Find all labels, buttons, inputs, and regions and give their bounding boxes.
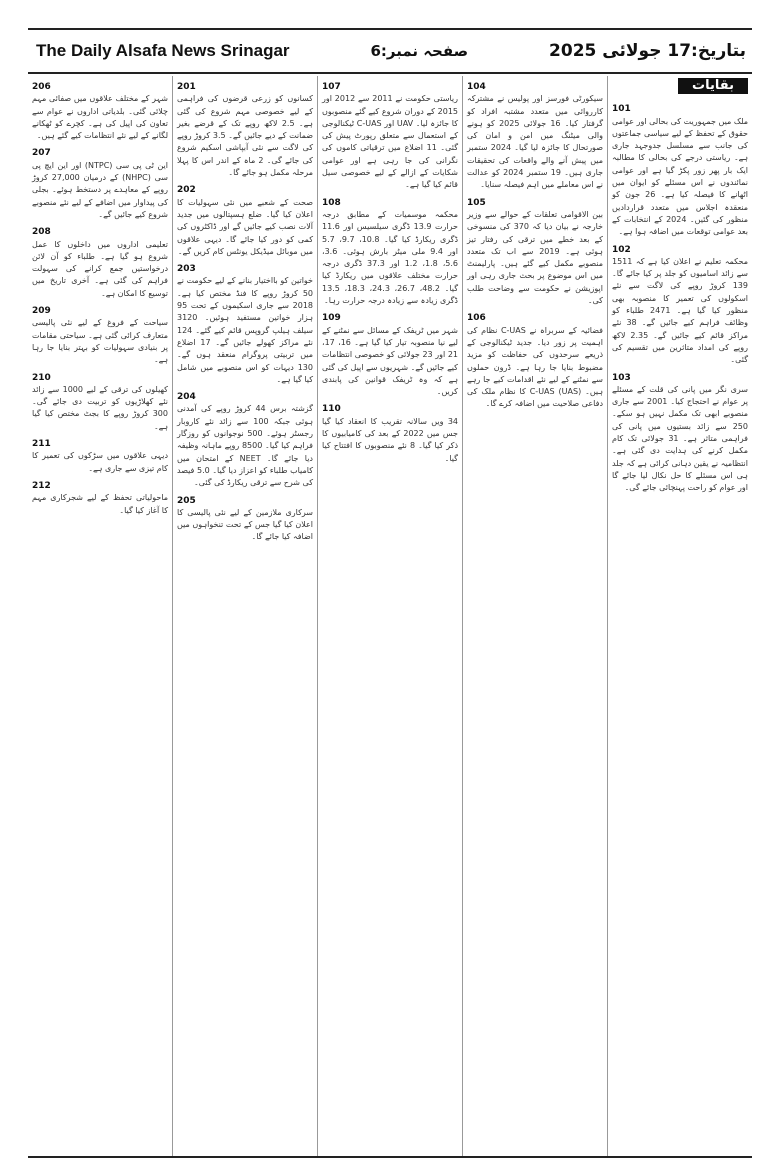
news-item xyxy=(32,81,168,142)
news-item xyxy=(177,184,313,258)
news-item xyxy=(32,305,168,366)
story-number: 202 xyxy=(177,185,196,196)
story-text: ریاستی حکومت نے 2011 سے 2012 اور 2015 کے دوران شروع کیے گئے منصوبوں کا جائزہ لیا۔ UAV اور C-UAS ٹیکنالوجی کے استعمال سے متعلق رپورٹ پیش کی گئی۔ 11 اضلاع میں ترقیاتی کاموں کی نگرانی کی جا رہی ہے اور عوامی شکایات کے ازالے کے لیے خصوصی سیل قائم کیا گیا ہے۔ xyxy=(322,94,458,190)
story-text: این ٹی پی سی (NTPC) اور این ایچ پی سی (NHPC) کے درمیان 27,000 کروڑ روپے کے معاہدے پر دستخط ہوئے۔ بجلی کی پیداوار میں اضافے کے لیے نئے منصوبے شروع کیے جائیں گے۔ xyxy=(32,160,168,219)
article-columns xyxy=(28,76,752,1158)
story-number: 107 xyxy=(322,82,341,92)
story-text: سیکورٹی فورسز اور پولیس نے مشترکہ کارروائی میں متعدد مشتبہ افراد کو گرفتار کیا۔ 16 جولائی 2025 کو ہونے والی میٹنگ میں امن و امان کی صورتحال کا جائزہ لیا گیا۔ 2024 ستمبر میں پیش آنے والے واقعات کی تحقیقات جاری ہیں۔ 19 ستمبر 2024 کو عدالت نے اس معاملے میں اہم فیصلہ سنایا۔ xyxy=(467,94,604,190)
news-item xyxy=(177,391,313,489)
story-number: 101 xyxy=(612,104,631,115)
story-text: دیہی علاقوں میں سڑکوں کی تعمیر کا کام تیزی سے جاری ہے۔ xyxy=(32,451,168,473)
story-number: 206 xyxy=(32,82,51,92)
story-text: تعلیمی اداروں میں داخلوں کا عمل شروع ہو گیا ہے۔ طلباء کو آن لائن درخواستیں جمع کرانے کی سہولت فراہم کی گئی ہے۔ آخری تاریخ میں توسیع کا امکان ہے۔ xyxy=(32,239,168,298)
story-number: 212 xyxy=(32,480,51,491)
story-text: کسانوں کو زرعی قرضوں کی فراہمی کے لیے خصوصی مہم شروع کی گئی ہے۔ 2.5 لاکھ روپے تک کے قرضے بغیر ضمانت کے دیے جائیں گے۔ 3.5 کروڑ روپے کی لاگت سے نئی آبپاشی اسکیم شروع کی جائے گی۔ 2 ماہ کے اندر اس کا پہلا مرحلہ مکمل ہو جائے گا۔ xyxy=(177,94,313,178)
story-number: 106 xyxy=(467,313,486,324)
news-item xyxy=(32,147,168,221)
story-number: 207 xyxy=(32,148,51,159)
story-text: محکمہ موسمیات کے مطابق درجہ حرارت 13.9 ڈگری سیلسیس اور 11.6 ڈگری ریکارڈ کیا گیا۔ 10.8، 9.7، 5.7 اور 9.4 ملی میٹر بارش ہوئی۔ 3.6، 5.6، 1.8، 1.2 اور 37.3 ڈگری درجہ حرارت مختلف علاقوں میں ریکارڈ کیا گیا۔ 48.2، 26.7، 24.3، 18.3، 13.5 ڈگری زیادہ سے زیادہ درجہ حرارت رہا۔ xyxy=(322,209,459,306)
news-item xyxy=(177,263,313,386)
story-number: 109 xyxy=(322,313,341,324)
column xyxy=(317,76,462,1158)
story-text: شہر کے مختلف علاقوں میں صفائی مہم چلائی گئی۔ بلدیاتی اداروں نے عوام سے تعاون کی اپیل کی ہے۔ کچرے کو ٹھکانے لگانے کے لیے نئے انتظامات کیے گئے ہیں۔ xyxy=(32,94,168,141)
news-item xyxy=(177,81,313,179)
story-text: شہر میں ٹریفک کے مسائل سے نمٹنے کے لیے نیا منصوبہ تیار کیا گیا ہے۔ 16، 17، 21 اور 23 جولائی کو خصوصی انتظامات کیے جائیں گے۔ شہریوں سے اپیل کی گئی ہے کہ وہ ٹریفک قوانین کی پابندی کریں۔ xyxy=(322,325,458,397)
story-text: گزشتہ برس 44 کروڑ روپے کی آمدنی ہوئی جبکہ 100 سے زائد نئے کاروبار رجسٹر ہوئے۔ 500 نوجوانوں کو روزگار فراہم کیا گیا۔ 8500 روپے ماہانہ وظیفہ دیا جائے گا۔ NEET کے امتحان میں کامیاب طلباء کو اعزاز دیا گیا۔ 5.0 فیصد کی شرح سے ترقی ریکارڈ کی گئی۔ xyxy=(177,404,314,488)
story-number: 104 xyxy=(467,82,486,92)
paper-name: The Daily Alsafa News Srinagar xyxy=(36,41,290,60)
news-item xyxy=(322,81,458,192)
story-text: صحت کے شعبے میں نئی سہولیات کا اعلان کیا گیا۔ ضلع ہسپتالوں میں جدید آلات نصب کیے جائیں گے اور ڈاکٹروں کی کمی کو دور کیا جائے گا۔ دیہی علاقوں میں موبائل میڈیکل یونٹس کام کریں گے۔ xyxy=(177,197,313,256)
story-number: 102 xyxy=(612,244,631,255)
story-text: سری نگر میں پانی کی قلت کے مسئلے پر عوام نے احتجاج کیا۔ 2001 سے جاری منصوبے ابھی تک مکمل نہیں ہو سکے۔ 250 سے زائد بستیوں میں پانی کی فراہمی متاثر ہے۔ 31 جولائی تک کام مکمل کرنے کی ہدایت دی گئی ہے۔ انتظامیہ نے یقین دہانی کرائی ہے کہ جلد ہی اس مسئلے کا حل نکال لیا جائے گا اور عوام کو راحت پہنچائی جائے گی۔ xyxy=(612,384,748,493)
story-number: 110 xyxy=(322,404,341,415)
news-item xyxy=(467,197,603,308)
issue-date: بتاریخ:17 جولائی 2025 xyxy=(549,41,746,61)
news-item xyxy=(467,312,603,410)
story-number: 209 xyxy=(32,306,51,317)
column xyxy=(28,76,172,1158)
story-number: 211 xyxy=(32,439,51,450)
story-text: 34 ویں سالانہ تقریب کا انعقاد کیا گیا جس میں 2022 کے بعد کی کامیابیوں کا ذکر کیا گیا۔ 8 نئے منصوبوں کا افتتاح کیا گیا۔ xyxy=(322,416,459,463)
story-number: 103 xyxy=(612,372,631,383)
story-text: سیاحت کے فروغ کے لیے نئی پالیسی متعارف کرائی گئی ہے۔ سیاحتی مقامات پر بنیادی سہولیات کو بہتر بنایا جا رہا ہے۔ xyxy=(32,318,168,365)
story-text: محکمہ تعلیم نے اعلان کیا ہے کہ 1511 سے زائد اسامیوں کو جلد پر کیا جائے گا۔ 139 کروڑ روپے کی لاگت سے نئے اسکولوں کی تعمیر کا منصوبہ بھی منظور کیا گیا ہے۔ 2471 طلباء کو وظائف فراہم کیے جائیں گے۔ 38 نئے مراکز قائم کیے جائیں گے۔ 2.35 لاکھ روپے کی امداد متاثرین میں تقسیم کی گئی۔ xyxy=(612,256,748,365)
news-item xyxy=(32,438,168,475)
news-item xyxy=(32,226,168,300)
news-item xyxy=(322,403,458,464)
news-item xyxy=(467,81,603,192)
masthead xyxy=(28,28,752,74)
story-number: 108 xyxy=(322,197,341,208)
story-number: 201 xyxy=(177,82,196,92)
story-text: ملک میں جمہوریت کی بحالی اور عوامی حقوق کے تحفظ کے لیے سیاسی جماعتوں کی جانب سے مسلسل جدوجہد جاری ہے۔ ریاستی درجے کی بحالی کا مطالبہ ایک بار پھر زور پکڑ گیا ہے اور عوامی نمائندوں نے اس مسئلے کو ایوان میں اٹھانے کا فیصلہ کیا ہے۔ 26 جون کو منعقدہ اجلاس میں متعدد قراردادیں منظور کی گئیں۔ 2024 کے انتخابات کے بعد عوامی توقعات میں اضافہ ہوا ہے۔ xyxy=(612,116,749,237)
story-number: 205 xyxy=(177,495,196,506)
news-item xyxy=(32,372,168,433)
story-text: کھیلوں کی ترقی کے لیے 1000 سے زائد نئے کھلاڑیوں کو تربیت دی جائے گی۔ 300 کروڑ روپے کا بجٹ مختص کیا گیا ہے۔ xyxy=(32,384,168,431)
news-item xyxy=(612,372,748,495)
news-item xyxy=(612,103,748,238)
column xyxy=(172,76,317,1158)
section-heading: بقایات xyxy=(678,78,748,94)
story-number: 210 xyxy=(32,372,51,383)
column xyxy=(607,76,752,1158)
story-number: 203 xyxy=(177,264,196,275)
page-number: صفحہ نمبر:6 xyxy=(370,42,469,60)
news-item xyxy=(612,244,748,367)
story-text: ماحولیاتی تحفظ کے لیے شجرکاری مہم کا آغاز کیا گیا۔ xyxy=(32,493,168,515)
story-number: 204 xyxy=(177,392,196,403)
story-text: سرکاری ملازمین کے لیے نئی پالیسی کا اعلان کیا گیا جس کے تحت تنخواہوں میں اضافہ کیا جائے گا۔ xyxy=(177,507,313,542)
column xyxy=(462,76,607,1158)
story-text: فضائیہ کے سربراہ نے C-UAS نظام کی اہمیت پر زور دیا۔ جدید ٹیکنالوجی کے ذریعے سرحدوں کی حفاظت کو مزید مضبوط بنایا جا رہا ہے۔ ڈرون حملوں سے نمٹنے کے لیے نئے اقدامات کیے جا رہے ہیں۔ (UAS) C-UAS کا نظام ملک کی دفاعی صلاحیت میں اضافہ کرے گا۔ xyxy=(467,325,604,409)
bottom-rule xyxy=(28,1156,752,1158)
news-item xyxy=(322,312,458,398)
news-item xyxy=(322,197,458,308)
story-number: 208 xyxy=(32,227,51,238)
story-text: خواتین کو بااختیار بنانے کے لیے حکومت نے 50 کروڑ روپے کا فنڈ مختص کیا ہے۔ 2018 سے جاری اسکیموں کے تحت 95 ہزار خواتین مستفید ہوئیں۔ 3120 سیلف ہیلپ گروپس قائم کیے گئے۔ 124 نئے مراکز کھولے جائیں گے۔ 17 اضلاع میں تربیتی پروگرام منعقد ہوں گے۔ 130 دیہات کو اس منصوبے میں شامل کیا گیا ہے۔ xyxy=(177,276,313,384)
story-number: 105 xyxy=(467,197,486,208)
story-text: بین الاقوامی تعلقات کے حوالے سے وزیر خارجہ نے بیان دیا کہ 370 کی منسوخی کے بعد خطے میں ترقی کی رفتار تیز ہوئی ہے۔ 2019 سے اب تک متعدد منصوبے مکمل کیے گئے ہیں۔ پارلیمنٹ میں اس موضوع پر بحث جاری رہی اور اپوزیشن نے حکومت سے وضاحت طلب کی۔ xyxy=(467,209,603,306)
newspaper-page xyxy=(28,28,752,1158)
news-item xyxy=(32,480,168,517)
news-item xyxy=(177,495,313,544)
